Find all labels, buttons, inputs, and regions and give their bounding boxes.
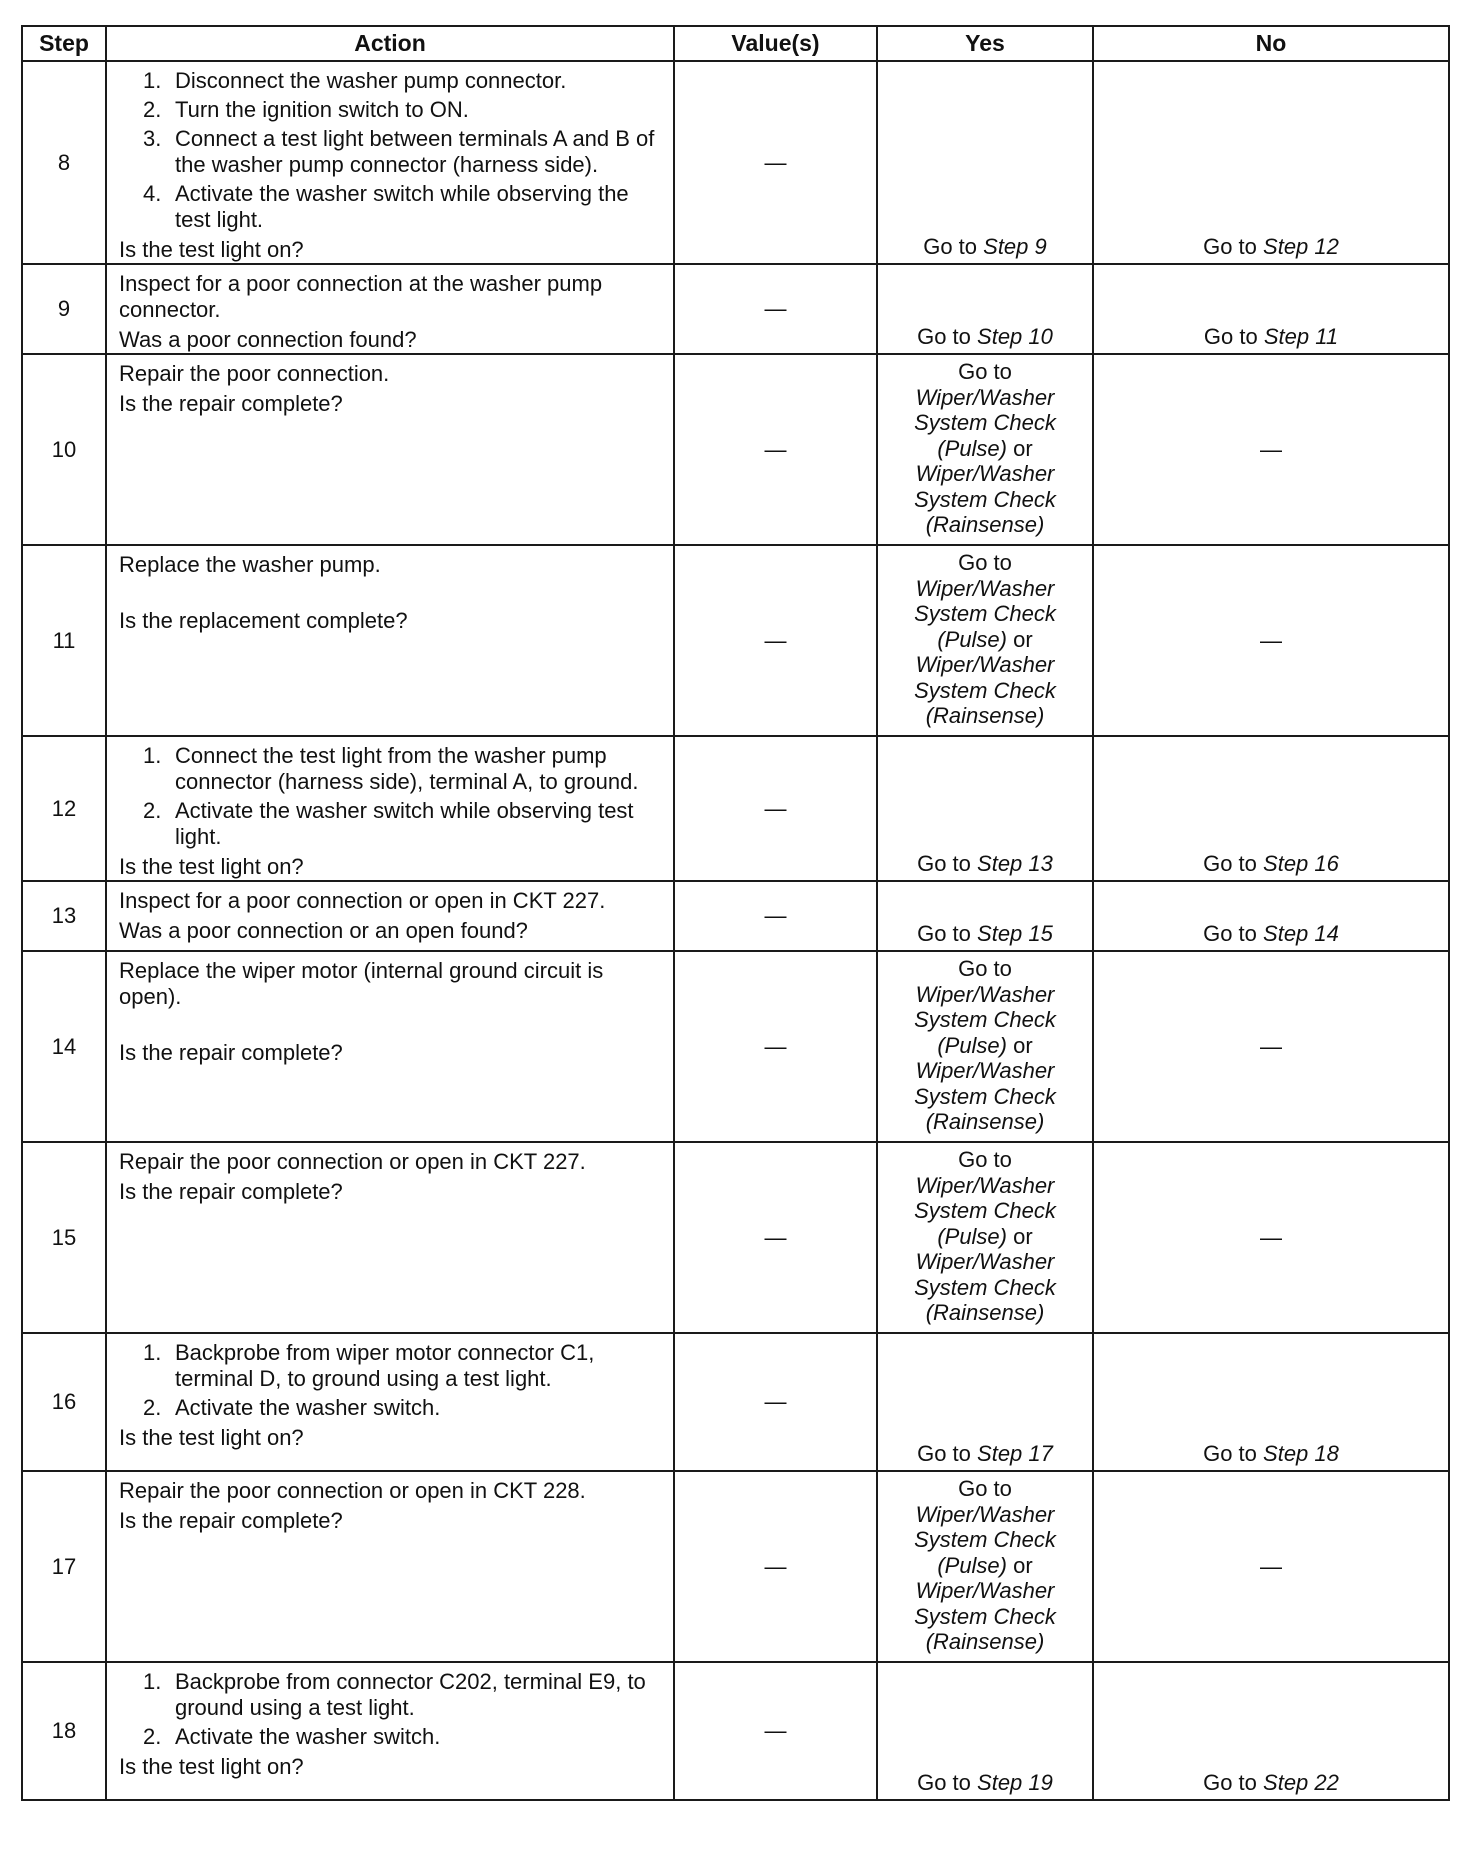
action-list: [119, 1340, 665, 1421]
list-item: [119, 1724, 665, 1750]
step-number: 13: [22, 881, 106, 951]
action-question: Is the test light on?: [119, 854, 304, 879]
ref-line: Wiper/Washer: [915, 652, 1055, 677]
ref-line: (Rainsense): [925, 1300, 1045, 1325]
action-cell: [106, 1142, 674, 1333]
value-dash: —: [674, 545, 877, 736]
ref-line: (Pulse): [937, 626, 1007, 652]
goto-step-number: 17: [1028, 1441, 1053, 1466]
no-goto: [1093, 264, 1449, 354]
action-list: [119, 743, 665, 850]
ref-line: System Check: [914, 1527, 1056, 1552]
step-number: 16: [22, 1333, 106, 1471]
value-dash: —: [674, 1471, 877, 1662]
ref-line: System Check: [914, 1274, 1056, 1300]
yes-goto: [877, 881, 1093, 951]
ref-line: Go to: [958, 359, 1012, 384]
value-dash: —: [674, 736, 877, 881]
step-word: Step: [1263, 234, 1309, 259]
ref-line: Go to: [958, 956, 1012, 981]
action-list: [119, 1669, 665, 1750]
goto-step-number: 15: [1028, 921, 1053, 946]
ref-line: (Pulse): [937, 1032, 1007, 1058]
step-word: Step: [1263, 1770, 1309, 1795]
list-item: [119, 1395, 665, 1421]
action-question: Is the test light on?: [119, 237, 304, 262]
yes-system-check-ref: [877, 1142, 1093, 1333]
yes-goto: [877, 736, 1093, 881]
table-row: [22, 881, 1449, 951]
item-number: 2.: [143, 798, 162, 823]
action-cell: [106, 264, 674, 354]
step-word: Step: [1263, 1441, 1309, 1466]
goto-label: Go to: [917, 1441, 971, 1466]
table-row: [22, 736, 1449, 881]
action-question: Is the repair complete?: [119, 1179, 343, 1204]
step-word: Step: [1263, 851, 1309, 876]
goto-step-number: 9: [1034, 234, 1047, 259]
ref-or: or: [1007, 1552, 1033, 1578]
item-text: Activate the washer switch while observing the test light.: [175, 181, 629, 232]
table-row: [22, 1333, 1449, 1471]
ref-or: or: [1007, 1032, 1033, 1058]
value-dash: —: [674, 1333, 877, 1471]
step-number: 9: [22, 264, 106, 354]
goto-step-number: 10: [1028, 324, 1053, 349]
no-dash: —: [1093, 354, 1449, 545]
item-text: Backprobe from wiper motor connector C1, terminal D, to ground using a test light.: [175, 1340, 595, 1391]
list-item: [119, 97, 665, 123]
value-dash: —: [674, 1662, 877, 1800]
ref-line: (Rainsense): [925, 1109, 1045, 1134]
action-text: Replace the wiper motor (internal ground circuit is open).: [119, 958, 604, 1009]
table-row: [22, 951, 1449, 1142]
action-cell: [106, 354, 674, 545]
goto-label: Go to: [1203, 1441, 1257, 1466]
no-goto: [1093, 881, 1449, 951]
value-dash: —: [674, 951, 877, 1142]
action-text: Repair the poor connection.: [119, 361, 390, 386]
ref-line: System Check: [914, 1007, 1056, 1032]
table-row: [22, 1142, 1449, 1333]
diagnostic-table: [21, 25, 1450, 1801]
yes-goto: [877, 1333, 1093, 1471]
value-dash: —: [674, 354, 877, 545]
step-number: 17: [22, 1471, 106, 1662]
list-item: [119, 68, 665, 94]
item-text: Connect the test light from the washer pump connector (harness side), terminal A, to ground.: [175, 743, 639, 794]
item-number: 2.: [143, 1724, 162, 1749]
action-text: Repair the poor connection or open in CKT 227.: [119, 1149, 586, 1174]
action-question: Is the test light on?: [119, 1754, 304, 1779]
ref-line: System Check: [914, 1603, 1056, 1629]
step-number: 11: [22, 545, 106, 736]
item-number: 1.: [143, 1340, 162, 1365]
step-number: 18: [22, 1662, 106, 1800]
step-number: 15: [22, 1142, 106, 1333]
header-values: Value(s): [674, 26, 877, 61]
step-word: Step: [977, 1770, 1023, 1795]
ref-line: Wiper/Washer: [915, 575, 1055, 601]
yes-system-check-ref: [877, 545, 1093, 736]
table-row: [22, 1662, 1449, 1800]
goto-label: Go to: [923, 234, 978, 259]
action-text: Inspect for a poor connection at the washer pump connector.: [119, 271, 603, 322]
goto-label: Go to: [1203, 921, 1257, 946]
goto-label: Go to: [1203, 234, 1257, 259]
action-cell: [106, 545, 674, 736]
item-number: 4.: [143, 181, 162, 206]
action-question: Is the test light on?: [119, 1425, 304, 1450]
header-yes: Yes: [877, 26, 1093, 61]
goto-label: Go to: [1203, 1770, 1257, 1795]
list-item: [119, 1340, 665, 1392]
ref-line: Wiper/Washer: [915, 461, 1055, 486]
action-list: [119, 68, 665, 233]
table-row: [22, 354, 1449, 545]
table-row: [22, 61, 1449, 264]
action-cell: [106, 1333, 674, 1471]
ref-line: Wiper/Washer: [915, 981, 1055, 1007]
goto-label: Go to: [1203, 324, 1258, 349]
yes-goto: [877, 1662, 1093, 1800]
goto-step-number: 19: [1028, 1770, 1053, 1795]
list-item: [119, 1669, 665, 1721]
step-word: Step: [977, 324, 1023, 349]
ref-line: System Check: [914, 1198, 1056, 1223]
step-number: 10: [22, 354, 106, 545]
item-number: 2.: [143, 97, 162, 122]
ref-or: or: [1007, 1223, 1033, 1249]
no-dash: —: [1093, 545, 1449, 736]
yes-system-check-ref: [877, 951, 1093, 1142]
step-word: Step: [1263, 921, 1309, 946]
item-number: 1.: [143, 68, 162, 93]
ref-line: Wiper/Washer: [915, 1058, 1055, 1083]
ref-line: (Pulse): [937, 1552, 1007, 1578]
action-cell: [106, 881, 674, 951]
ref-line: Go to: [958, 1476, 1012, 1501]
value-dash: —: [674, 881, 877, 951]
table-row: [22, 1471, 1449, 1662]
list-item: [119, 798, 665, 850]
header-action: Action: [106, 26, 674, 61]
action-text: Inspect for a poor connection or open in CKT 227.: [119, 888, 606, 913]
no-goto: [1093, 61, 1449, 264]
ref-line: (Pulse): [937, 435, 1007, 461]
value-dash: —: [674, 61, 877, 264]
ref-or: or: [1007, 626, 1033, 652]
item-text: Activate the washer switch while observing test light.: [175, 798, 634, 849]
goto-step-number: 12: [1314, 234, 1339, 259]
item-text: Connect a test light between terminals A and B of the washer pump connector (harness side).: [175, 126, 655, 177]
action-question: Is the repair complete?: [119, 391, 343, 416]
step-word: Step: [977, 921, 1023, 946]
step-word: Step: [977, 1441, 1023, 1466]
goto-step-number: 14: [1314, 921, 1339, 946]
ref-line: (Pulse): [937, 1223, 1007, 1249]
step-number: 12: [22, 736, 106, 881]
ref-line: System Check: [914, 1083, 1056, 1109]
goto-label: Go to: [917, 324, 971, 349]
ref-line: Wiper/Washer: [915, 1249, 1055, 1274]
action-question: Is the repair complete?: [119, 1508, 343, 1533]
step-word: Step: [1263, 324, 1310, 349]
yes-goto: [877, 61, 1093, 264]
item-text: Turn the ignition switch to ON.: [175, 97, 469, 122]
table-row: [22, 545, 1449, 736]
action-question: Is the replacement complete?: [119, 608, 408, 633]
item-text: Activate the washer switch.: [175, 1395, 441, 1420]
ref-line: System Check: [914, 677, 1056, 703]
ref-line: Wiper/Washer: [915, 1501, 1055, 1527]
step-word: Step: [983, 234, 1029, 259]
no-goto: [1093, 1333, 1449, 1471]
item-number: 1.: [143, 743, 162, 768]
goto-step-number: 16: [1314, 851, 1339, 876]
action-text: Repair the poor connection or open in CKT 228.: [119, 1478, 586, 1503]
ref-line: Wiper/Washer: [915, 1172, 1055, 1198]
goto-step-number: 22: [1314, 1770, 1339, 1795]
no-goto: [1093, 736, 1449, 881]
goto-label: Go to: [917, 1770, 971, 1795]
ref-line: (Rainsense): [925, 1629, 1045, 1654]
goto-label: Go to: [917, 921, 971, 946]
item-text: Backprobe from connector C202, terminal E9, to ground using a test light.: [175, 1669, 646, 1720]
item-text: Activate the washer switch.: [175, 1724, 441, 1749]
value-dash: —: [674, 264, 877, 354]
list-item: [119, 126, 665, 178]
action-question: Was a poor connection or an open found?: [119, 918, 528, 943]
goto-step-number: 18: [1314, 1441, 1339, 1466]
ref-or: or: [1007, 435, 1033, 461]
ref-line: Go to: [958, 550, 1012, 575]
yes-goto: [877, 264, 1093, 354]
ref-line: System Check: [914, 601, 1056, 626]
action-cell: [106, 1471, 674, 1662]
header-row: [22, 26, 1449, 61]
action-cell: [106, 951, 674, 1142]
ref-line: Wiper/Washer: [915, 1578, 1055, 1603]
ref-line: System Check: [914, 410, 1056, 435]
goto-step-number: 11: [1315, 324, 1339, 349]
action-question: Was a poor connection found?: [119, 327, 417, 352]
action-cell: [106, 736, 674, 881]
list-item: [119, 181, 665, 233]
action-cell: [106, 1662, 674, 1800]
table-row: [22, 264, 1449, 354]
goto-step-number: 13: [1028, 851, 1053, 876]
item-number: 2.: [143, 1395, 162, 1420]
list-item: [119, 743, 665, 795]
ref-line: (Rainsense): [925, 512, 1045, 537]
ref-line: System Check: [914, 486, 1056, 512]
step-number: 14: [22, 951, 106, 1142]
yes-system-check-ref: [877, 354, 1093, 545]
no-dash: —: [1093, 1142, 1449, 1333]
goto-label: Go to: [917, 851, 971, 876]
goto-label: Go to: [1203, 851, 1257, 876]
action-cell: [106, 61, 674, 264]
no-goto: [1093, 1662, 1449, 1800]
header-no: No: [1093, 26, 1449, 61]
item-number: 1.: [143, 1669, 162, 1694]
step-number: 8: [22, 61, 106, 264]
item-text: Disconnect the washer pump connector.: [175, 68, 567, 93]
ref-line: (Rainsense): [925, 703, 1045, 728]
header-step: Step: [22, 26, 106, 61]
yes-system-check-ref: [877, 1471, 1093, 1662]
action-text: Replace the washer pump.: [119, 552, 381, 577]
no-dash: —: [1093, 951, 1449, 1142]
ref-line: Go to: [958, 1147, 1012, 1172]
step-word: Step: [977, 851, 1023, 876]
no-dash: —: [1093, 1471, 1449, 1662]
ref-line: Wiper/Washer: [915, 384, 1055, 410]
item-number: 3.: [143, 126, 162, 151]
action-question: Is the repair complete?: [119, 1040, 343, 1065]
value-dash: —: [674, 1142, 877, 1333]
